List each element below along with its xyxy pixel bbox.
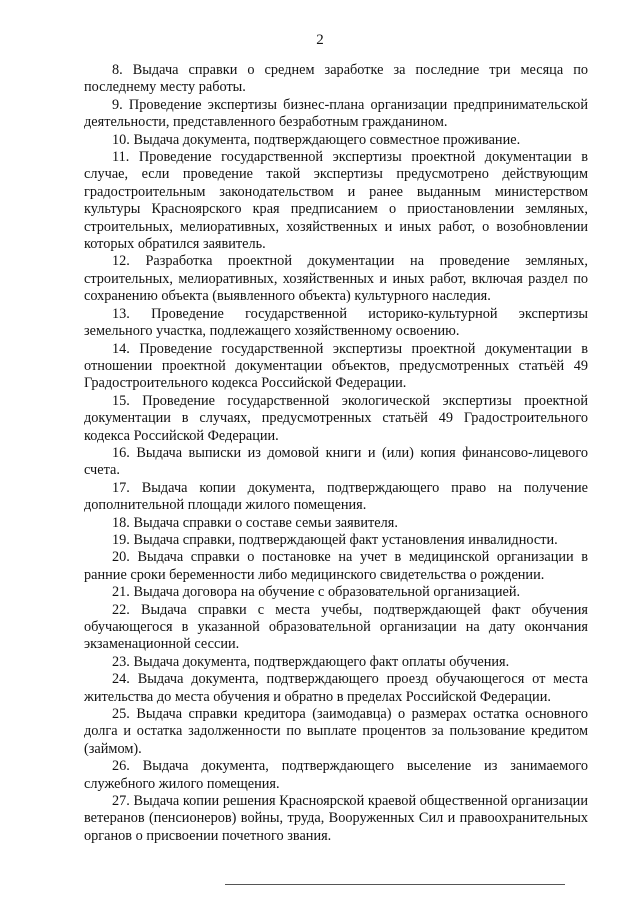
list-item-17: 17. Выдача копии документа, подтверждающего право на получение дополнительной площади жилого помещения. <box>84 479 588 514</box>
list-item-18: 18. Выдача справки о составе семьи заявителя. <box>112 514 398 531</box>
list-item-14: 14. Проведение государственной экспертизы проектной документации в отношении проектной документации объектов, предусмотренных статьёй 49 Градостроительного кодекса Российской Федерации. <box>84 340 588 392</box>
document-body <box>84 62 588 845</box>
list-item-15: 15. Проведение государственной экологической экспертизы проектной документации в случаях, предусмотренных статьёй 49 Градостроительного кодекса Российской Федерации. <box>84 392 588 444</box>
list-item-21: 21. Выдача договора на обучение с образовательной организацией. <box>112 584 521 601</box>
list-item-20: 20. Выдача справки о постановке на учет в медицинской организации в ранние сроки беременности либо медицинского свидетельства о рождении. <box>84 549 588 583</box>
list-item-11: 11. Проведение государственной экспертизы проектной документации в случае, если проведение такой экспертизы предусмотрено действующим градостроительным законодательством и ранее выданным министерством культуры Красноярского края предписанием о приостановлении земляных, строительных, мелиоративных, хозяйственных и иных работ, о возобновлении которых обратился заявитель. <box>84 149 588 253</box>
list-item-22: 22. Выдача справки с места учебы, подтверждающей факт обучения обучающегося в указанной образовательной организации на дату окончания экзаменационной сессии. <box>84 601 588 653</box>
list-item-25: 25. Выдача справки кредитора (заимодавца) о размерах остатка основного долга и остатка задолженности по выплате процентов за пользование кредитом (займом). <box>84 706 588 757</box>
page-number: 2 <box>316 32 324 48</box>
list-item-24: 24. Выдача документа, подтверждающего проезд обучающегося от места жительства до места обучения и обратно в пределах Российской Федерации. <box>84 671 588 705</box>
list-item-10: 10. Выдача документа, подтверждающего совместное проживание. <box>112 131 521 148</box>
list-item-13: 13. Проведение государственной историко-культурной экспертизы земельного участка, подлежащего хозяйственному освоению. <box>84 305 588 340</box>
list-item-27: 27. Выдача копии решения Красноярской краевой общественной организации ветеранов (пенсионеров) войны, труда, Вооруженных Сил и правоохранительных органов о присвоении почетного звания. <box>84 793 588 844</box>
list-item-9: 9. Проведение экспертизы бизнес-плана организации предпринимательской деятельности, представленного безработным гражданином. <box>84 96 588 131</box>
list-item-23: 23. Выдача документа, подтверждающего факт оплаты обучения. <box>112 653 510 670</box>
list-item-16: 16. Выдача выписки из домовой книги и (или) копия финансово-лицевого счета. <box>84 444 588 479</box>
list-item-8: 8. Выдача справки о среднем заработке за последние три месяца по последнему месту работы. <box>84 62 588 96</box>
list-item-12: 12. Разработка проектной документации на проведение земляных, строительных, мелиоративных, хозяйственных и иных работ, включая раздел по сохранению объекта (выявленного объекта) культурного наследия. <box>84 253 588 305</box>
footer-divider <box>225 884 565 885</box>
list-item-19: 19. Выдача справки, подтверждающей факт установления инвалидности. <box>112 531 558 548</box>
list-item-26: 26. Выдача документа, подтверждающего выселение из занимаемого служебного жилого помещения. <box>84 758 588 792</box>
